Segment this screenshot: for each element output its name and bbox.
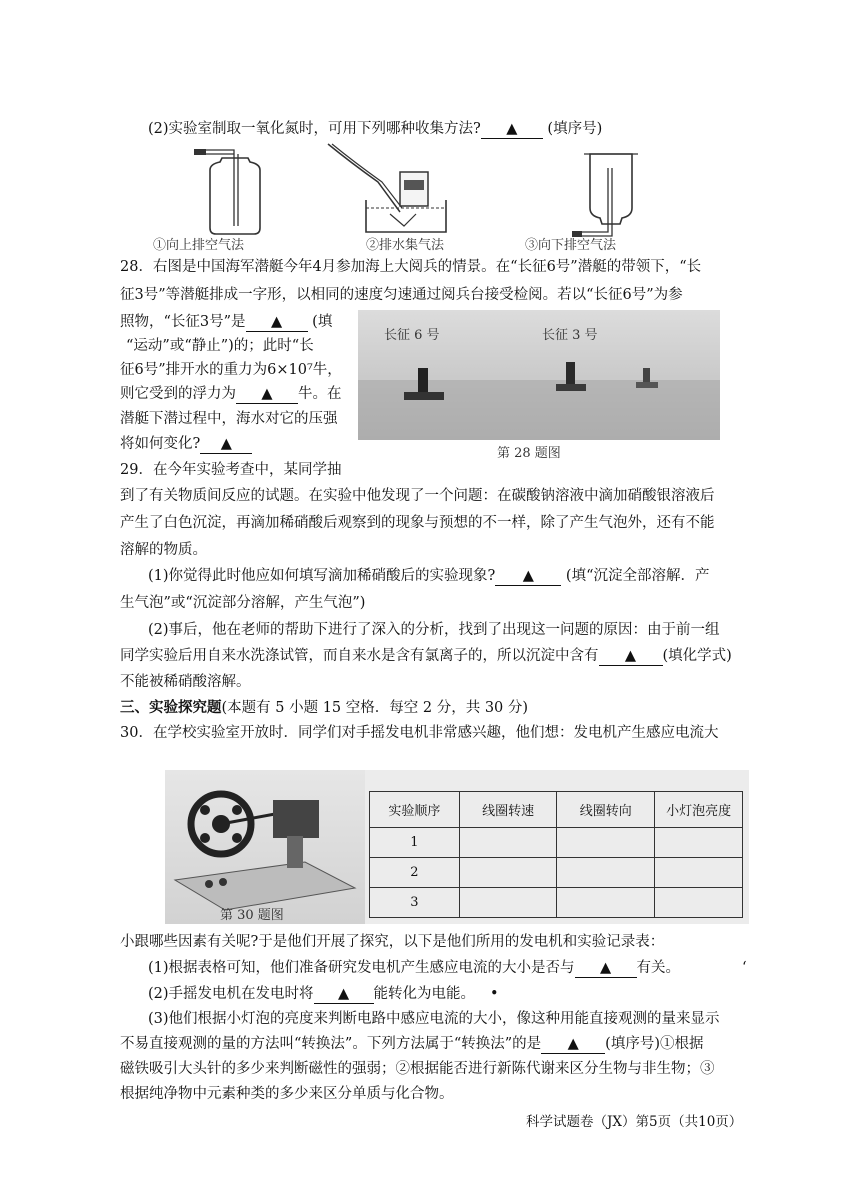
q30-sub1-blank[interactable]: ▲ (575, 959, 637, 978)
q29-sub2-line3: 不能被稀硝酸溶解。 (120, 674, 251, 690)
q27-sub2-suffix: (填序号) (547, 121, 603, 137)
q28-line5: 征6号”排开水的重力为6×10⁷牛， (120, 362, 342, 378)
stray-mark-1: ‘ (742, 960, 747, 976)
water-displacement-figure (320, 142, 460, 238)
q29-sub1-line1 (148, 565, 710, 587)
q27-sub2-question (148, 118, 602, 140)
q29-sub1-hint: (填“沉淀全部溶解．产 (565, 568, 710, 584)
q28-line8 (120, 433, 252, 455)
table-header: 小灯泡亮度 (655, 792, 743, 828)
q30-sub1 (148, 957, 680, 979)
q30-figure-caption: 第 30 题图 (220, 908, 284, 923)
table-cell-brightness[interactable] (655, 858, 743, 888)
q28-line1: 28．右图是中国海军潜艇今年4月参加海上大阅兵的情景。在“长征6号”潜艇的带领下，“长 (120, 259, 702, 275)
q28-figure-caption: 第 28 题图 (497, 446, 561, 461)
q29-line1: 29．在今年实验考查中，某同学抽 (120, 462, 342, 478)
q28-line7: 潜艇下潜过程中，海水对它的压强 (120, 411, 338, 427)
q30-line1: 30．在学校实验室开放时．同学们对手摇发电机非常感兴趣，他们想：发电机产生感应电流大 (120, 725, 719, 741)
q29-sub2-line1: (2)事后，他在老师的帮助下进行了深入的分析，找到了出现这一问题的原因：由于前一组 (148, 622, 720, 638)
method-2-caption: ②排水集气法 (366, 238, 445, 253)
hand-generator-illustration (165, 770, 365, 924)
q28-line3 (120, 311, 332, 333)
q29-sub1-text: (1)你觉得此时他应如何填写滴加稀硝酸后的实验现象? (148, 568, 496, 584)
photo-label-changzheng3: 长征 3 号 (542, 328, 598, 343)
q29-sub2-text: 同学实验后用自来水洗涤试管，而自来水是含有氯离子的，所以沉淀中含有 (120, 648, 599, 664)
table-cell-direction[interactable] (557, 828, 655, 858)
upward-air-displacement-figure (190, 148, 280, 238)
table-row (370, 888, 743, 918)
table-cell-speed[interactable] (459, 858, 557, 888)
q30-sub2 (148, 983, 475, 1005)
q29-sub2-line2 (120, 645, 732, 667)
table-row (370, 828, 743, 858)
q29-sub1-line2: 生气泡”或“沉淀部分溶解，产生气泡”) (120, 595, 366, 611)
q30-sub2-suffix: 能转化为电能。 (373, 986, 476, 1002)
table-header: 实验顺序 (370, 792, 460, 828)
q28-blank-2[interactable]: ▲ (236, 385, 298, 404)
table-cell-order: 3 (370, 888, 460, 918)
section3-note: (本题有 5 小题 15 空格．每空 2 分，共 30 分) (221, 700, 529, 716)
q28-line3-text: 照物，“长征3号”是 (120, 314, 246, 330)
q30-sub1-suffix: 有关。 (636, 960, 681, 976)
q30-sub3-text: 不易直接观测的量的方法叫“转换法”。下列方法属于“转换法”的是 (120, 1036, 542, 1052)
q30-sub2-text: (2)手摇发电机在发电时将 (148, 986, 314, 1002)
experiment-record-table (369, 791, 743, 918)
q30-sub1-text: (1)根据表格可知，他们准备研究发电机产生感应电流的大小是否与 (148, 960, 575, 976)
q28-line2: 征3号”等潜艇排成一字形，以相同的速度匀速通过阅兵台接受检阅。若以“长征6号”为参 (120, 287, 683, 303)
submarine-parade-photo (358, 310, 720, 440)
table-cell-order: 2 (370, 858, 460, 888)
q30-sub3-blank[interactable]: ▲ (541, 1035, 605, 1054)
page-footer: 科学试题卷（JX）第5页（共10页） (526, 1114, 743, 1130)
q29-sub2-blank[interactable]: ▲ (599, 647, 663, 666)
q28-line6-text: 则它受到的浮力为 (120, 386, 236, 402)
table-cell-speed[interactable] (459, 828, 557, 858)
q30-sub3-line2 (120, 1033, 703, 1055)
method-3-caption: ③向下排空气法 (525, 238, 617, 253)
table-header: 线圈转向 (557, 792, 655, 828)
table-cell-direction[interactable] (557, 888, 655, 918)
table-cell-speed[interactable] (459, 888, 557, 918)
q28-line3-suffix: (填 (312, 314, 333, 330)
q30-sub2-blank[interactable]: ▲ (314, 985, 374, 1004)
q29-sub1-blank[interactable]: ▲ (495, 567, 561, 586)
q28-line8-text: 将如何变化? (120, 436, 201, 452)
q28-line6-suffix: 牛。在 (298, 386, 342, 402)
q30-line2: 小跟哪些因素有关呢?于是他们开展了探究，以下是他们所用的发电机和实验记录表： (120, 934, 665, 950)
table-cell-brightness[interactable] (655, 888, 743, 918)
q29-line2: 到了有关物质间反应的试题。在实验中他发现了一个问题：在碳酸钠溶液中滴加硝酸银溶液后 (120, 488, 715, 504)
q28-blank-3[interactable]: ▲ (200, 435, 252, 454)
q29-line4: 溶解的物质。 (120, 542, 207, 558)
table-row (370, 858, 743, 888)
q28-blank-1[interactable]: ▲ (246, 313, 308, 332)
photo-label-changzheng6: 长征 6 号 (384, 328, 440, 343)
q27-sub2-text: (2)实验室制取一氧化氮时，可用下列哪种收集方法? (148, 121, 481, 137)
q27-sub2-blank[interactable]: ▲ (481, 120, 543, 139)
q30-sub3-hint: (填序号)①根据 (605, 1036, 704, 1052)
table-cell-brightness[interactable] (655, 828, 743, 858)
generator-photo (165, 770, 365, 924)
table-cell-order: 1 (370, 828, 460, 858)
method-1-caption: ①向上排空气法 (153, 238, 245, 253)
stray-mark-2: • (490, 986, 499, 1002)
q29-line3: 产生了白色沉淀，再滴加稀硝酸后观察到的现象与预想的不一样，除了产生气泡外，还有不能 (120, 515, 715, 531)
table-cell-direction[interactable] (557, 858, 655, 888)
downward-air-displacement-figure (570, 148, 640, 238)
q30-sub3-line3: 磁铁吸引大头针的多少来判断磁性的强弱；②根据能否进行新陈代谢来区分生物与非生物；③ (120, 1061, 715, 1077)
q29-sub2-hint: (填化学式) (662, 648, 732, 664)
q30-sub3-line1: (3)他们根据小灯泡的亮度来判断电路中感应电流的大小，像这种用能直接观测的量来显示 (148, 1011, 720, 1027)
section3-heading (120, 697, 528, 719)
q28-line6 (120, 383, 342, 405)
table-header: 线圈转速 (459, 792, 557, 828)
q30-sub3-line4: 根据纯净物中元素种类的多少来区分单质与化合物。 (120, 1086, 454, 1102)
section3-title: 三、实验探究题 (120, 699, 222, 716)
q28-line4: “运动”或“静止”)的；此时“长 (126, 338, 314, 354)
